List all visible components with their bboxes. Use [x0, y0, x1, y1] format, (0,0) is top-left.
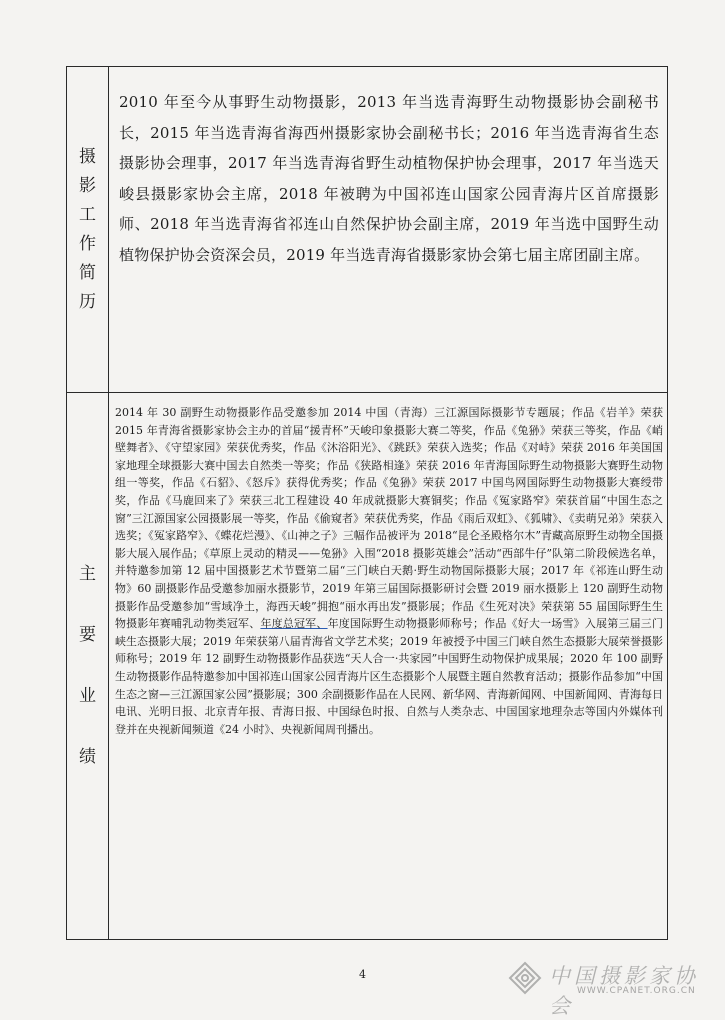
achievements-text: [115, 404, 663, 738]
label-char: 业: [79, 685, 96, 706]
row-divider: [67, 392, 667, 393]
label-char: 简: [79, 262, 96, 283]
underlined-text: 年度总冠军、: [260, 617, 328, 631]
photo-bio-text: 2010 年至今从事野生动物摄影，2013 年当选青海野生动物摄影协会副秘书长，2015 年当选青海省海西州摄影家协会副秘书长；2016 年当选青海省生态摄影协会理事，2017 年当选青海省野生动植物保护协会理事，2017 年当选天峻县摄影家协会主席，2018 年被聘为中国祁连山国家公园青海片区首席摄影师、2018 年当选青海省祁连山自然保护协会副主席，2019 年当选中国野生动植物保护协会资深会员，2019 年当选青海省摄影家协会第七届主席团副主席。: [119, 93, 659, 264]
label-char: 作: [79, 233, 96, 254]
watermark: [507, 958, 717, 1018]
cpa-logo-icon: [507, 960, 543, 996]
watermark-title: 中国摄影家协会: [549, 964, 699, 1018]
label-char: 要: [79, 624, 96, 645]
page-number: 4: [359, 968, 366, 981]
resume-table: [66, 66, 668, 940]
label-char: 摄: [79, 146, 96, 167]
label-char: 主: [79, 563, 96, 584]
label-char: 影: [79, 175, 96, 196]
label-achievements: [67, 392, 108, 939]
label-photo-bio: [67, 67, 108, 392]
column-divider: [108, 67, 109, 939]
watermark-url: WWW.CPANET.ORG.CN: [577, 986, 696, 996]
achievements-text-part: 年度国际野生动物摄影师称号；作品《好大一场雪》入展第三届三门峡生态摄影大展；2019 年荣获第八届青海省文学艺术奖；2019 年被授予中国三门峡自然生态摄影大展荣誉摄影师称号；2019 年 12 副野生动物摄影作品获选“天人合一·共家园”中国野生动物保护成果展；2020 年 100 副野生动物摄影作品特邀参加中国祁连山国家公园青海片区生态摄影个人展暨主题自然教育活动；摄影作品参加“中国生态之窗—三江源国家公园”摄影展；300 余副摄影作品在人民网、新华网、青海新闻网、中国新闻网、青海每日电讯、光明日报、北京青年报、青海日报、中国绿色时报、自然与人类杂志、中国国家地理杂志等国内外媒体刊登并在央视新闻频道《24 小时》、央视新闻周刊播出。: [115, 617, 663, 736]
achievements-text-part: 2014 年 30 副野生动物摄影作品受邀参加 2014 中国（青海）三江源国际摄影节专题展；作品《岩羊》荣获 2015 年青海省摄影家协会主办的首届“援青杯”天峻印象摄影大赛二等奖，作品《兔狲》荣获三等奖，作品《峭壁舞者》、《守望家园》荣获优秀奖，作品《沐浴阳光》、《跳跃》荣获入选奖；作品《对峙》荣获 2016 年美国国家地理全球摄影大赛中国去自然类一等奖；作品《狭路相逢》荣获 2016 年青海国际野生动物摄影大赛野生动物组一等奖，作品《石貂》、《怒斥》获得优秀奖；作品《兔狲》荣获 2017 中国鸟网国际野生动物摄影大赛绶带奖，作品《马鹿回来了》荣获三北工程建设 40 年成就摄影大赛铜奖；作品《冤家路窄》荣获首届“中国生态之窗”三江源国家公园摄影展一等奖，作品《偷窥者》荣获优秀奖，作品《雨后双虹》、《狐啸》、《卖萌兄弟》荣获入选奖；《冤家路窄》、《蝶花烂漫》、《山神之子》三幅作品被评为 2018“昆仑圣殿格尔木”青藏高原野生动物全国摄影大展入展作品；《草原上灵动的精灵——兔狲》入围“2018 摄影英雄会”活动“西部牛仔”队第二阶段候选名单，并特邀参加第 12 届中国摄影艺术节暨第二届“三门峡白天鹅·野生动物国际摄影大展；2017 年《祁连山野生动物》60 副摄影作品受邀参加丽水摄影节，2019 年第三届国际摄影研讨会暨 2019 丽水摄影上 120 副野生动物摄影作品受邀参加“雪域净土，海西天峻”拥抱“丽水再出发”摄影展；作品《生死对决》荣获第 55 届国际野生生物摄影年赛哺乳动物类冠军、: [115, 406, 663, 631]
label-char: 历: [79, 291, 96, 312]
label-char: 工: [79, 204, 96, 225]
label-char: 绩: [79, 746, 96, 767]
